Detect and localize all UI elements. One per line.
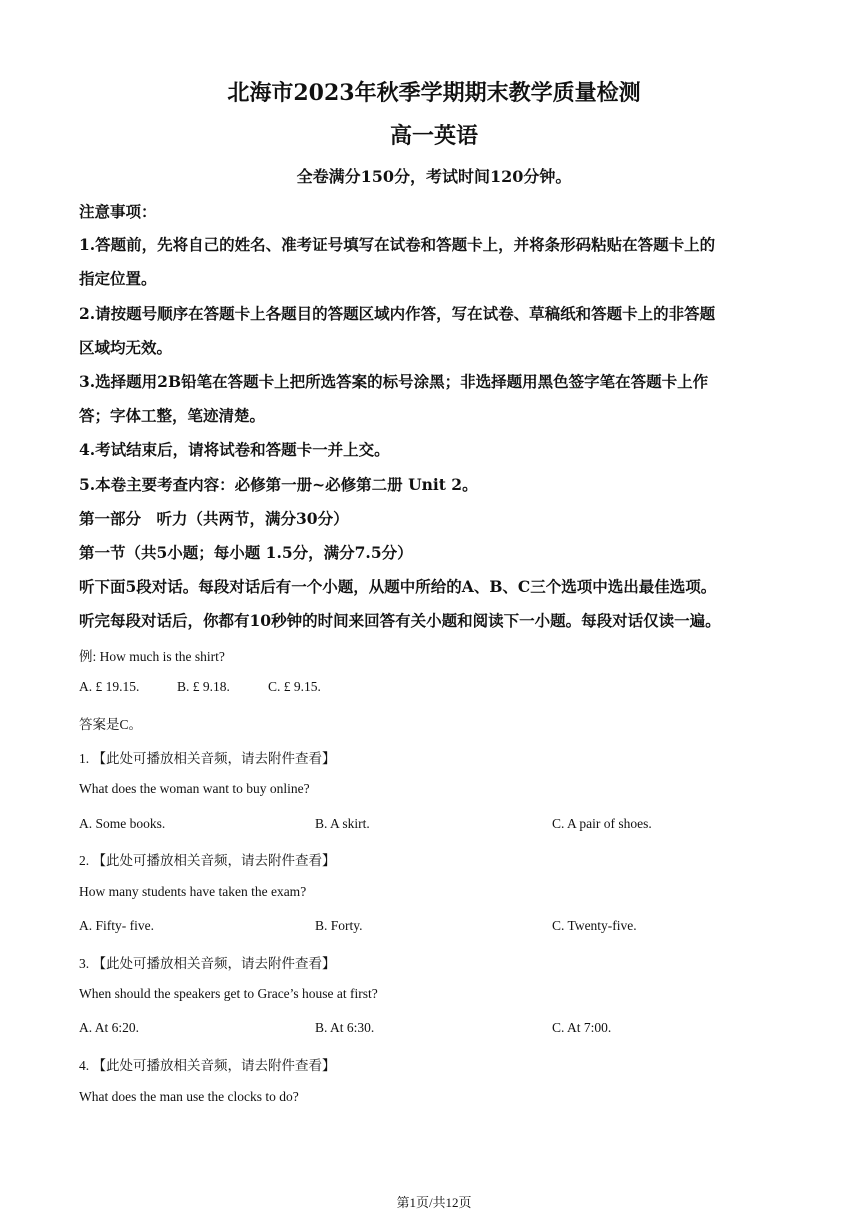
notice-line: 指定位置。 (79, 269, 157, 288)
example-option-c: C. £ 9.15. (268, 679, 321, 694)
audio-placeholder[interactable]: 3. 【此处可播放相关音频，请去附件查看】 (79, 956, 336, 971)
option-c: C. A pair of shoes. (552, 816, 652, 831)
notice-line: 区域均无效。 (79, 338, 173, 357)
option-a: A. At 6:20. (79, 1020, 140, 1035)
option-c: C. Twenty-five. (552, 918, 637, 933)
example-option-b: B. £ 9.18. (177, 679, 230, 694)
question-text: When should the speakers get to Grace’s house at first? (79, 986, 378, 1001)
audio-placeholder[interactable]: 2. 【此处可播放相关音频，请去附件查看】 (79, 853, 336, 868)
notice-line: 1.答题前，先将自己的姓名、准考证号填写在试卷和答题卡上，并将条形码粘贴在答题卡上的 (79, 235, 716, 254)
notice-line: 5.本卷主要考查内容：必修第一册~必修第二册 Unit 2。 (79, 475, 478, 494)
option-b: B. At 6:30. (315, 1020, 375, 1035)
option-a: A. Some books. (79, 816, 166, 831)
notice-line: 3.选择题用2B铅笔在答题卡上把所选答案的标号涂黑；非选择题用黑色签字笔在答题卡上作 (79, 372, 709, 391)
exam-title: 北海市2023年秋季学期期末教学质量检测 (227, 80, 641, 106)
score-info: 全卷满分150分，考试时间120分钟。 (296, 167, 572, 186)
notice-heading: 注意事项： (79, 202, 157, 221)
audio-placeholder[interactable]: 4. 【此处可播放相关音频，请去附件查看】 (79, 1058, 336, 1073)
audio-placeholder[interactable]: 1. 【此处可播放相关音频，请去附件查看】 (79, 751, 336, 766)
example-answer: 答案是C。 (79, 717, 143, 732)
question-text: How many students have taken the exam? (79, 884, 307, 899)
question-text: What does the woman want to buy online? (79, 781, 310, 796)
notice-line: 2.请按题号顺序在答题卡上各题目的答题区域内作答，写在试卷、草稿纸和答题卡上的非答题 (79, 304, 716, 323)
page-number: 第1页/共12页 (396, 1195, 472, 1210)
example-question: 例: How much is the shirt? (79, 649, 225, 664)
subject-title: 高一英语 (389, 123, 478, 149)
option-b: B. A skirt. (315, 816, 370, 831)
instruction-line: 听完每段对话后，你都有10秒钟的时间来回答有关小题和阅读下一小题。每段对话仅读一遍。 (79, 611, 721, 630)
question-text: What does the man use the clocks to do? (79, 1089, 299, 1104)
option-c: C. At 7:00. (552, 1020, 612, 1035)
instruction-line: 听下面5段对话。每段对话后有一个小题，从题中所给的A、B、C三个选项中选出最佳选项。 (79, 577, 717, 596)
notice-line: 答；字体工整，笔迹清楚。 (79, 406, 266, 425)
notice-line: 4.考试结束后，请将试卷和答题卡一并上交。 (79, 440, 390, 459)
section-heading: 第一节（共5小题；每小题 1.5分，满分7.5分） (79, 543, 413, 562)
option-a: A. Fifty- five. (79, 918, 154, 933)
example-option-a: A. £ 19.15. (79, 679, 140, 694)
part-heading: 第一部分 听力（共两节，满分30分） (79, 509, 349, 528)
option-b: B. Forty. (315, 918, 363, 933)
